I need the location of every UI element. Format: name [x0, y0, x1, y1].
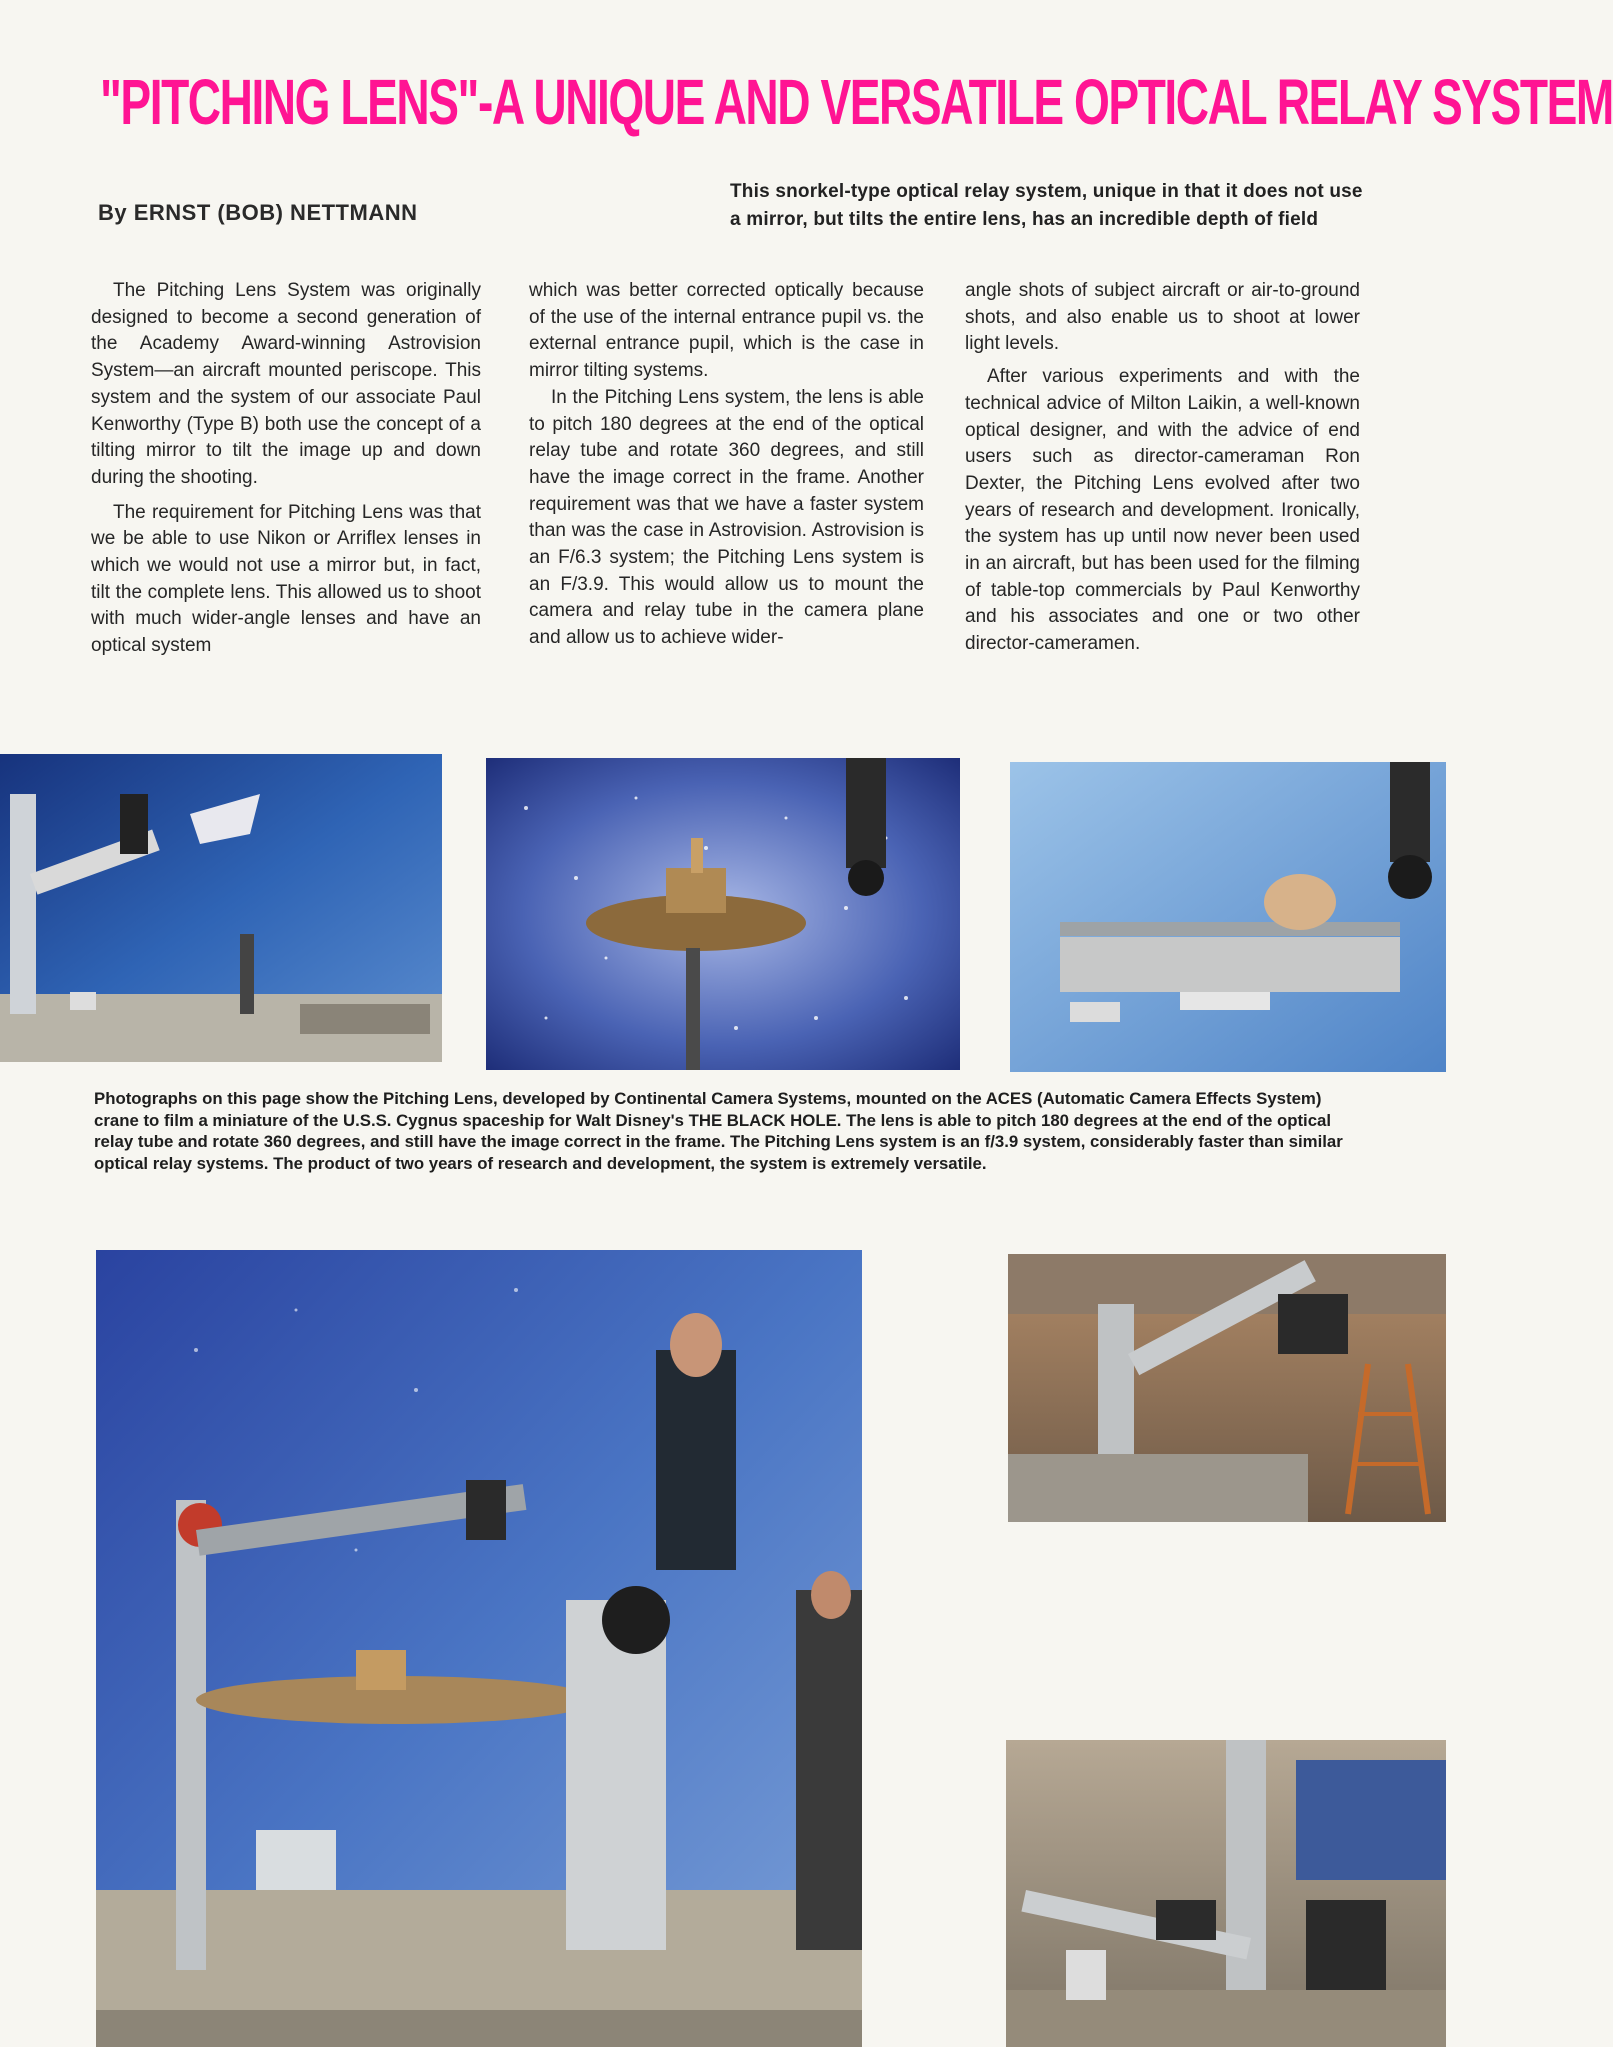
body-paragraph: which was better corrected optically because of the use of the internal entrance pupil vs. the external entrance pupil, which is the case in mirror tilting systems.	[529, 280, 924, 382]
photo-crane-studio-ladder	[1008, 1254, 1446, 1522]
photo-crane-hangar	[1006, 1740, 1446, 2047]
body-paragraph: The requirement for Pitching Lens was that we be able to use Nikon or Arriflex lenses in which we would not use a mirror but, in fact, tilt the complete lens. This allowed us to shoot with much wider-angle lenses and have an optical system	[91, 501, 481, 657]
article-deck: This snorkel-type optical relay system, unique in that it does not use a mirror, but tilts the entire lens, has an incredible depth of field	[730, 181, 1363, 230]
body-paragraph: In the Pitching Lens system, the lens is able to pitch 180 degrees at the end of the optical relay tube and rotate 360 degrees, and still have the image correct in the frame. Another requirement was that we have a faster system than was the case in Astrovision. Astrovision is an F/6.3 system; the Pitching Lens system is an F/3.9. This would allow us to mount the camera and relay tube in the camera plane and allow us to achieve wider-	[529, 386, 924, 649]
body-paragraph: After various experiments and with the technical advice of Milton Laikin, a well-known optical designer, and with the advice of end users such as director-cameraman Ron Dexter, the Pitching Lens evolved after two years of research and development. Ironically, the system has up until now never been used in an aircraft, but has been used for the filming of table-top commercials by Paul Kenworthy and his associates and one or two other director-cameramen.	[965, 366, 1360, 655]
photo-operator-with-crane	[96, 1250, 862, 2047]
article-byline: By ERNST (BOB) NETTMANN	[98, 200, 418, 225]
body-column-1	[91, 278, 481, 660]
body-column-2	[529, 278, 924, 652]
article-headline: "PITCHING LENS"-A UNIQUE AND VERSATILE OPTICAL RELAY SYSTEM	[100, 66, 1613, 138]
body-column-3	[965, 278, 1360, 658]
photo-crane-spaceship-left	[0, 754, 442, 1062]
body-paragraph: The Pitching Lens System was originally designed to become a second generation of the Academy Award-winning Astrovision System—an aircraft mounted periscope. This system and the system of our associate Paul Kenworthy (Type B) both use the concept of a tilting mirror to tilt the image up and down during the shooting.	[91, 280, 481, 488]
body-paragraph: angle shots of subject aircraft or air-to-ground shots, and also enable us to shoot at lower light levels.	[965, 280, 1360, 355]
photo-spaceship-closeup	[1010, 762, 1446, 1072]
photo-caption: Photographs on this page show the Pitching Lens, developed by Continental Camera Systems, mounted on the ACES (Automatic Camera Effects System) crane to film a miniature of the U.S.S. Cygnus spaceship for Walt Disney's THE BLACK HOLE. The lens is able to pitch 180 degrees at the end of the optical relay tube and rotate 360 degrees, and still have the image correct in the frame. The Pitching Lens system is an f/3.9 system, considerably faster than similar optical relay systems. The product of two years of research and development, the system is extremely versatile.	[94, 1089, 1343, 1173]
photo-spaceship-starfield	[486, 758, 960, 1070]
